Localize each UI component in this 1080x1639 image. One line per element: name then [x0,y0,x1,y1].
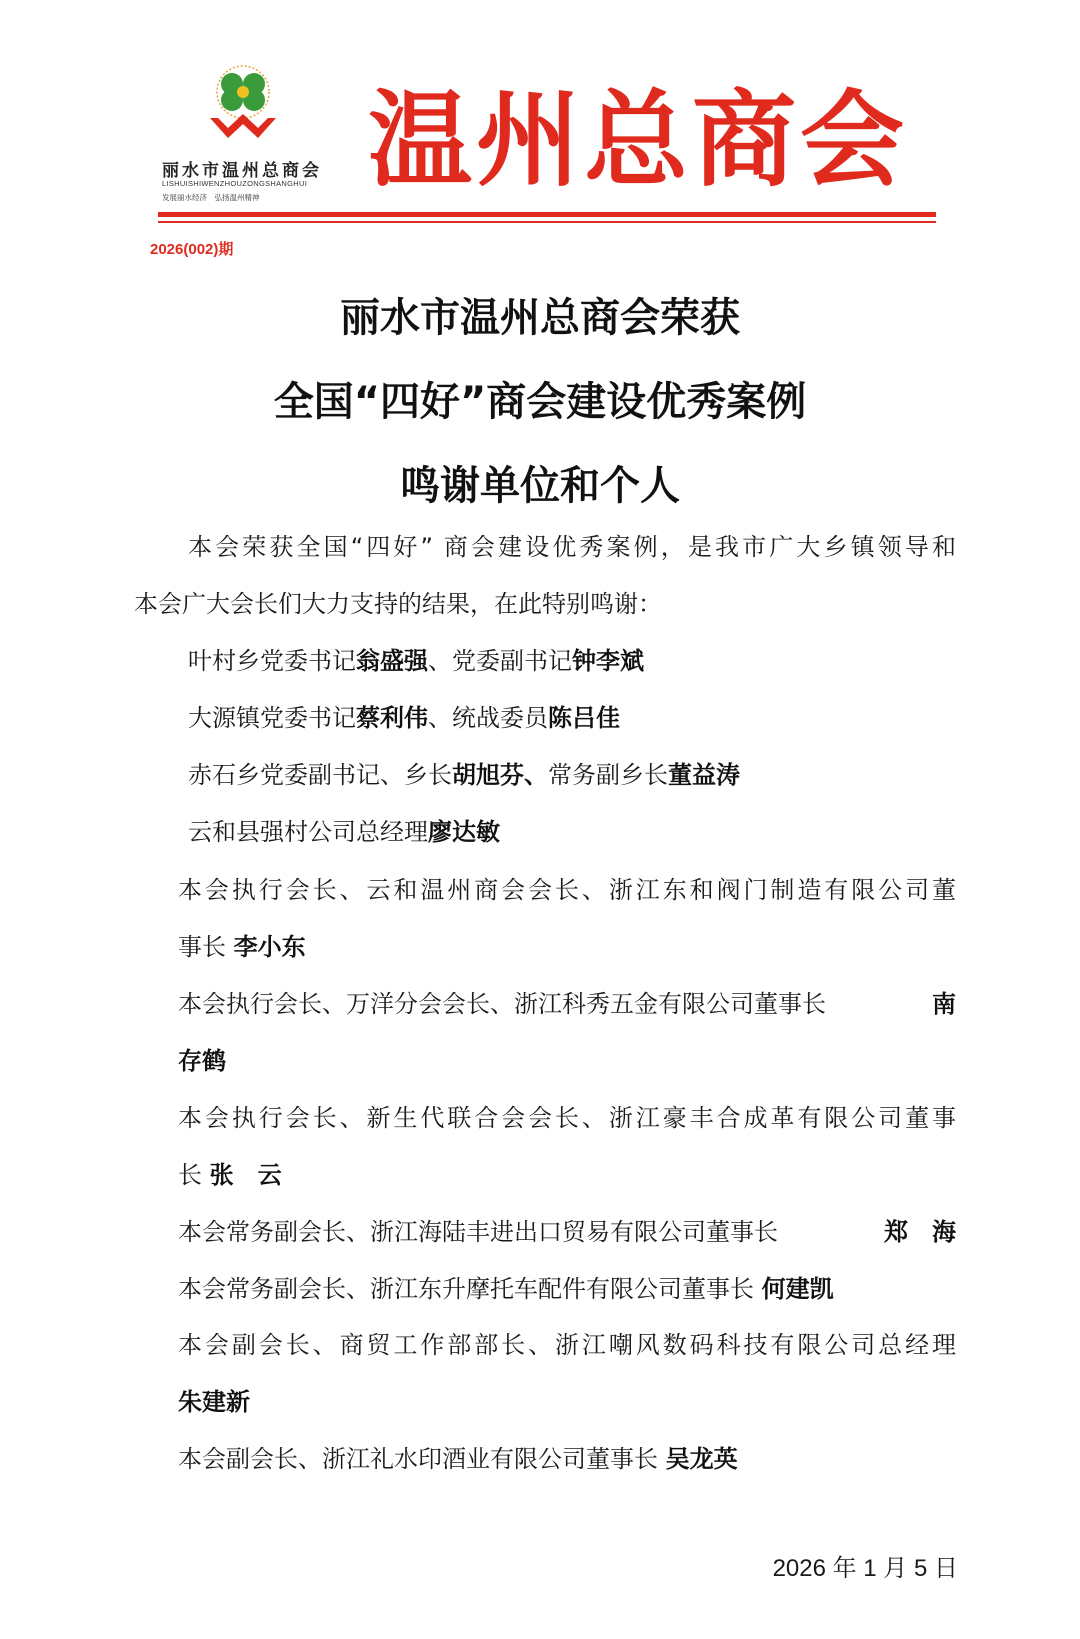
member-title: 本会副会长、浙江礼水印酒业有限公司董事长 [178,1445,666,1473]
ack-name: 廖达敏 [428,818,500,846]
ack-title: 云和县强村公司总经理 [188,818,428,846]
member-line: 本会执行会长、新生代联合会会长、浙江豪丰合成革有限公司董事 [178,1104,956,1132]
ack-title: 、统战委员 [428,704,548,732]
logo-pinyin: LISHUISHIWENZHOUZONGSHANGHUI [162,179,308,188]
ack-name: 陈吕佳 [548,704,620,732]
logo-slogan: 发展丽水经济 弘扬温州精神 [162,193,260,202]
header-rule-thick [158,212,936,217]
member-line [178,1163,282,1187]
member-line: 本会执行会长、云和温州商会会长、浙江东和阀门制造有限公司董 [178,876,956,904]
ack-row [188,820,500,844]
ack-row [188,763,740,787]
member-name: 张 云 [209,1161,282,1189]
intro-line-1: 本会荣获全国“四好” 商会建设优秀案例，是我市广大乡镇领导和 [188,533,956,561]
member-title: 本会执行会长、万洋分会会长、浙江科秀五金有限公司董事长 [178,990,826,1018]
member-line [178,1049,226,1073]
member-line [178,1447,738,1471]
ack-row [188,706,620,730]
logo-name: 丽水市温州总商会 [162,161,322,181]
member-name: 南 [932,990,956,1018]
title-line-1: 丽水市温州总商会荣获 [340,295,740,341]
member-title: 长 [178,1161,210,1189]
member-line [178,1277,834,1301]
ack-title: 大源镇党委书记 [188,704,356,732]
member-line [178,1390,250,1414]
ack-title: 叶村乡党委书记 [188,647,356,675]
member-name: 何建凯 [761,1275,834,1303]
ack-name: 钟李斌 [572,647,644,675]
clover-logo-icon [188,64,298,144]
member-name: 吴龙英 [665,1445,738,1473]
member-line [178,992,956,1016]
ack-name: 翁盛强 [356,647,428,675]
member-name: 李小东 [233,933,306,961]
ack-name: 董益涛 [668,761,740,789]
title-line-2: 全国“四好”商会建设优秀案例 [273,379,807,425]
document-date: 2026 年 1 月 5 日 [772,1555,958,1582]
member-title: 事长 [178,933,234,961]
member-title: 本会常务副会长、浙江东升摩托车配件有限公司董事长 [178,1275,762,1303]
logo [150,64,330,214]
member-title: 本会常务副会长、浙江海陆丰进出口贸易有限公司董事长 [178,1218,778,1246]
ack-name: 胡旭芬、 [452,761,548,789]
ack-row [188,649,644,673]
member-line: 本会副会长、商贸工作部部长、浙江嘲风数码科技有限公司总经理 [178,1331,956,1359]
ack-title: 赤石乡党委副书记、乡长 [188,761,452,789]
member-name: 朱建新 [178,1388,250,1416]
issue-number: 2026(002)期 [150,241,234,258]
member-line [178,935,306,959]
member-line [178,1220,956,1244]
ack-title: 常务副乡长 [548,761,668,789]
masthead-title: 温州总商会 [368,79,909,201]
ack-name: 蔡利伟 [356,704,428,732]
intro-line-2: 本会广大会长们大力支持的结果，在此特别鸣谢： [134,590,662,618]
ack-title: 、党委副书记 [428,647,572,675]
header-rule-thin [158,221,936,223]
title-line-3: 鸣谢单位和个人 [400,463,680,509]
member-name: 郑 海 [884,1218,956,1246]
member-name: 存鹤 [178,1047,226,1075]
